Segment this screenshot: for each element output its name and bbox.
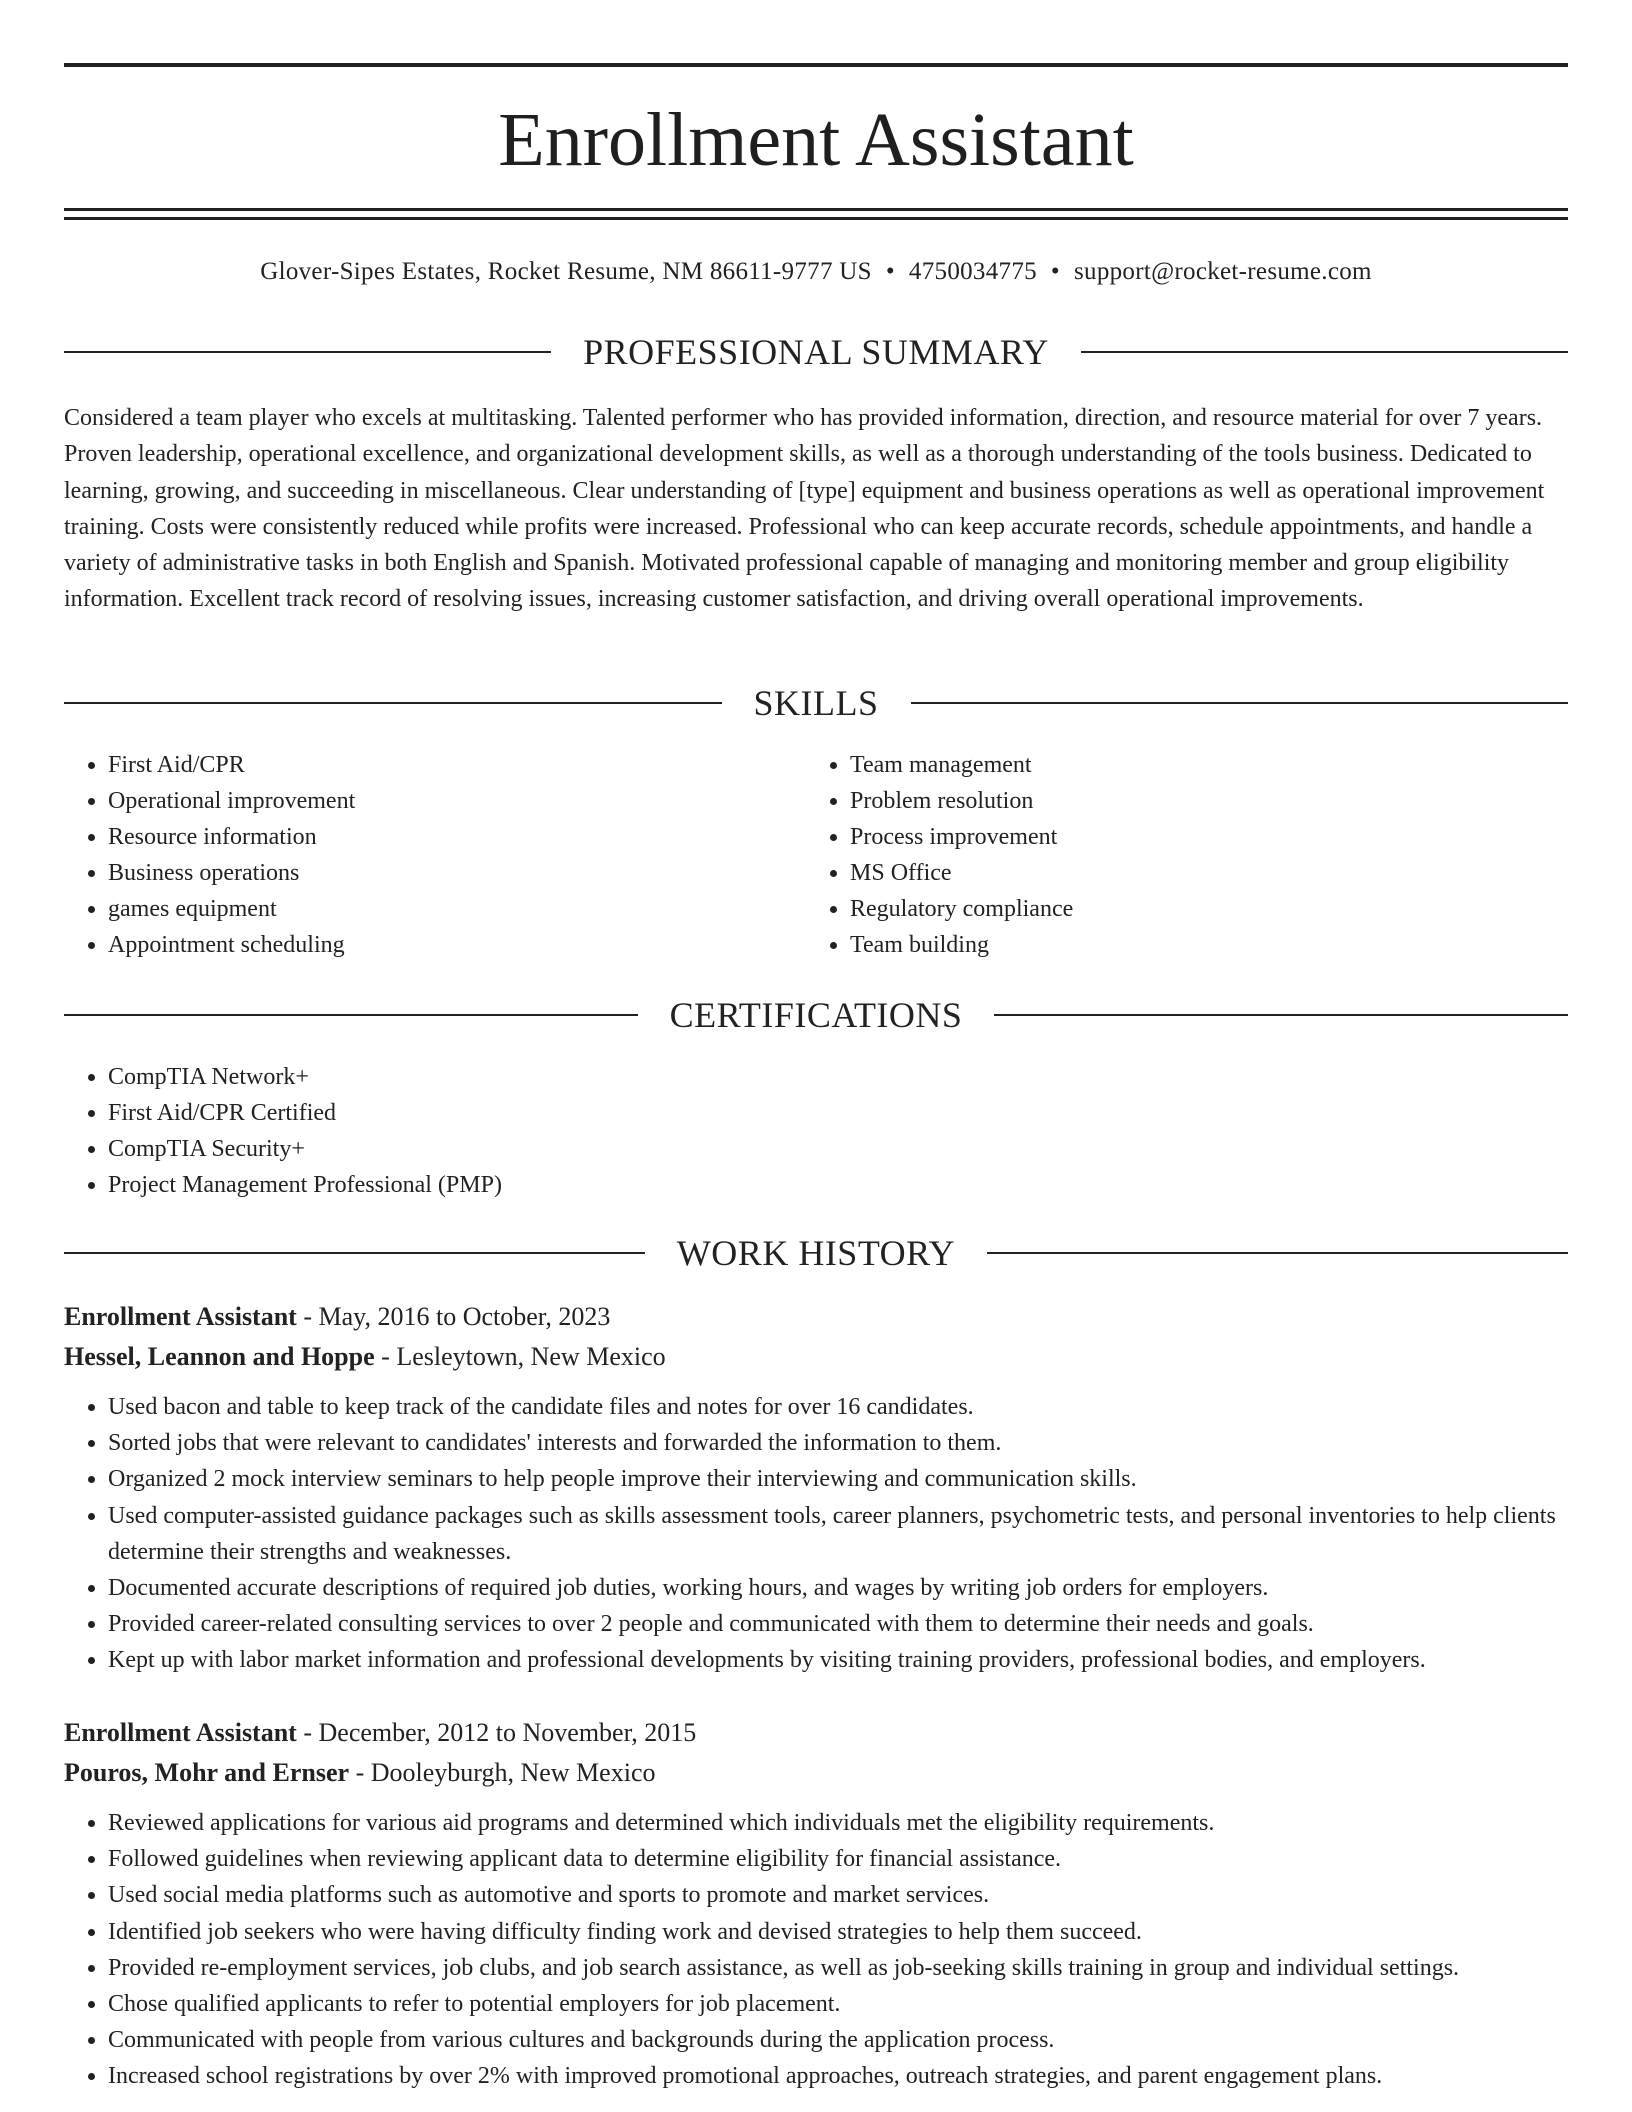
job-bullet: • Documented accurate descriptions of required job duties, working hours, and wages by writing job orders for employers.: [108, 1570, 1568, 1606]
job-entry: [64, 1713, 1568, 2095]
job-bullet: • Provided career-related consulting services to over 2 people and communicated with them to determine their needs and goals.: [108, 1606, 1568, 1642]
job-bullet: • Identified job seekers who were having difficulty finding work and devised strategies to help them succeed.: [108, 1914, 1568, 1950]
certification-item: • CompTIA Network+: [108, 1059, 1568, 1095]
job-company-line: Hessel, Leannon and Hoppe - Lesleytown, New Mexico: [64, 1342, 666, 1371]
job-dates: December, 2012 to November, 2015: [318, 1718, 697, 1747]
job-bullet: • Sorted jobs that were relevant to candidates' interests and forwarded the information to them.: [108, 1425, 1568, 1461]
job-location: Lesleytown, New Mexico: [396, 1342, 666, 1371]
skill-item: • games equipment: [108, 891, 808, 927]
job-bullet: • Communicated with people from various cultures and backgrounds during the application process.: [108, 2022, 1568, 2058]
skills-list-left: [64, 747, 808, 963]
certifications-heading: [64, 993, 1568, 1037]
skill-item: • Process improvement: [850, 819, 1550, 855]
skill-item: • First Aid/CPR: [108, 747, 808, 783]
job-bullet: • Used social media platforms such as automotive and sports to promote and market services.: [108, 1877, 1568, 1913]
skill-item: • MS Office: [850, 855, 1550, 891]
contact-email: support@rocket-resume.com: [1073, 258, 1372, 285]
heading-rule: [987, 1252, 1568, 1254]
job-bullet: • Provided re-employment services, job clubs, and job search assistance, as well as job-seeking skills training in group and individual settings.: [108, 1950, 1568, 1986]
skills-title: SKILLS: [753, 683, 879, 723]
skills-list-right: [806, 747, 1550, 963]
skill-item: • Team management: [850, 747, 1550, 783]
job-title-line: Enrollment Assistant - May, 2016 to October, 2023: [64, 1302, 611, 1331]
job-dates: May, 2016 to October, 2023: [318, 1302, 611, 1331]
certification-item: • Project Management Professional (PMP): [108, 1167, 1568, 1203]
job-bullet: • Used computer-assisted guidance packages such as skills assessment tools, career planners, psychometric tests, and personal inventories to help clients determine their strengths and weaknesses.: [108, 1498, 1568, 1570]
job-bullet: • Organized 2 mock interview seminars to help people improve their interviewing and communication skills.: [108, 1461, 1568, 1497]
job-title-line: Enrollment Assistant - December, 2012 to November, 2015: [64, 1718, 697, 1747]
job-entry: [64, 1297, 1568, 1679]
job-bullet: • Reviewed applications for various aid programs and determined which individuals met the eligibility requirements.: [108, 1805, 1568, 1841]
job-company-line: Pouros, Mohr and Ernser - Dooleyburgh, New Mexico: [64, 1758, 656, 1787]
job-bullet: • Chose qualified applicants to refer to potential employers for job placement.: [108, 1986, 1568, 2022]
skills-heading: [64, 681, 1568, 725]
work-history-title: WORK HISTORY: [676, 1233, 956, 1273]
heading-rule: [994, 1014, 1568, 1016]
skill-item: • Team building: [850, 927, 1550, 963]
skill-item: • Problem resolution: [850, 783, 1550, 819]
skill-item: • Regulatory compliance: [850, 891, 1550, 927]
certifications-title: CERTIFICATIONS: [669, 995, 963, 1035]
heading-rule: [64, 702, 722, 704]
job-title: Enrollment Assistant: [64, 1718, 297, 1747]
contact-separator: •: [1050, 258, 1060, 285]
top-rule: [64, 63, 1568, 67]
contact-line: [64, 254, 1568, 290]
heading-rule: [64, 351, 551, 353]
job-title: Enrollment Assistant: [64, 1302, 297, 1331]
heading-rule: [64, 1252, 645, 1254]
summary-text: Considered a team player who excels at multitasking. Talented performer who has provided information, direction, and resource material for over 7 years. Proven leadership, operational excellence, and organizational development skills, as well as a thorough understanding of the tools business. Dedicated to learning, growing, and succeeding in miscellaneous. Clear understanding of [type] equipment and business operations as well as operational improvement training. Costs were consistently reduced while profits were increased. Professional who can keep accurate records, schedule appointments, and handle a variety of administrative tasks in both English and Spanish. Motivated professional capable of managing and monitoring member and group eligibility information. Excellent track record of resolving issues, increasing customer satisfaction, and driving overall operational improvements.: [64, 405, 1545, 613]
job-bullet: • Used bacon and table to keep track of the candidate files and notes for over 16 candidates.: [108, 1389, 1568, 1425]
skill-item: • Operational improvement: [108, 783, 808, 819]
skill-item: • Resource information: [108, 819, 808, 855]
certification-item: • First Aid/CPR Certified: [108, 1095, 1568, 1131]
job-bullets: [64, 1389, 1568, 1679]
skill-item: • Appointment scheduling: [108, 927, 808, 963]
heading-rule: [64, 1014, 638, 1016]
job-location: Dooleyburgh, New Mexico: [370, 1758, 656, 1787]
skill-item: • Business operations: [108, 855, 808, 891]
contact-separator: •: [885, 258, 895, 285]
job-company: Pouros, Mohr and Ernser: [64, 1758, 350, 1787]
certification-item: • CompTIA Security+: [108, 1131, 1568, 1167]
summary-heading: [64, 330, 1568, 374]
contact-address: Glover-Sipes Estates, Rocket Resume, NM 86611-9777 US: [260, 258, 872, 285]
contact-phone: 4750034775: [908, 258, 1037, 285]
heading-rule: [1081, 351, 1568, 353]
heading-rule: [911, 702, 1569, 704]
job-bullet: • Followed guidelines when reviewing applicant data to determine eligibility for financial assistance.: [108, 1841, 1568, 1877]
job-bullet: • Kept up with labor market information and professional developments by visiting training providers, professional bodies, and employers.: [108, 1642, 1568, 1678]
summary-title: PROFESSIONAL SUMMARY: [583, 332, 1049, 372]
job-bullet: • Increased school registrations by over 2% with improved promotional approaches, outreach strategies, and parent engagement plans.: [108, 2058, 1568, 2094]
job-bullets: [64, 1805, 1568, 2095]
certifications-list: [64, 1059, 1568, 1203]
job-company: Hessel, Leannon and Hoppe: [64, 1342, 375, 1371]
header-double-rule: [64, 208, 1568, 220]
candidate-name: Enrollment Assistant: [498, 98, 1134, 182]
work-history-heading: [64, 1231, 1568, 1275]
